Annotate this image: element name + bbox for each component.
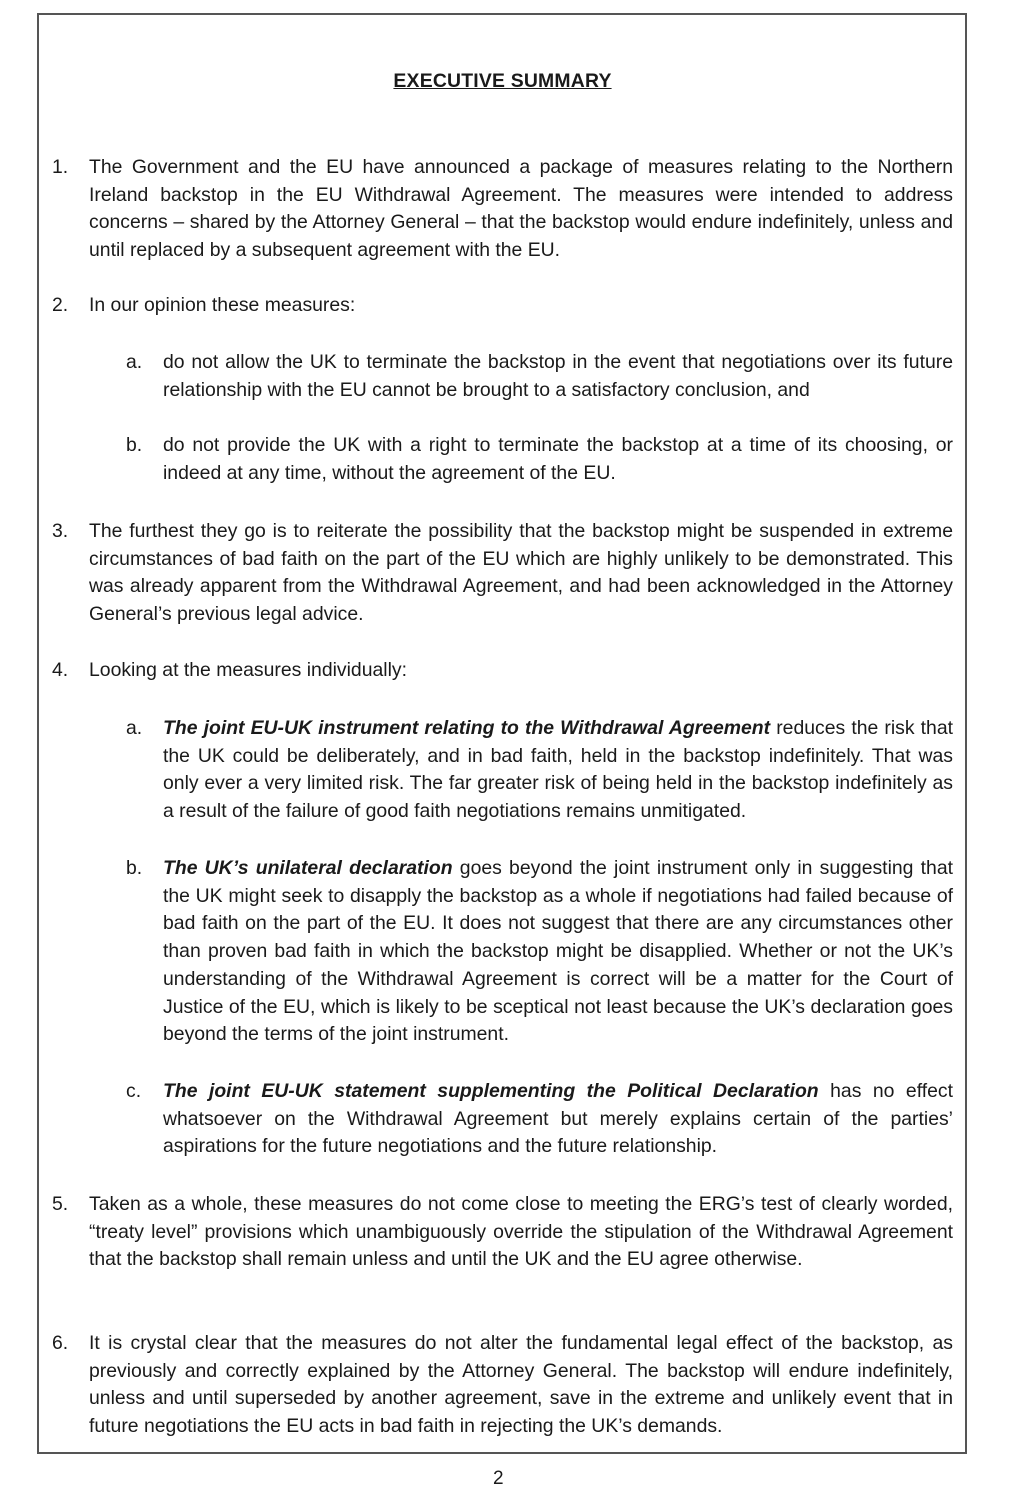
subitem-4a	[126, 715, 953, 826]
paragraph-3	[52, 518, 953, 629]
paragraph-1	[52, 154, 953, 265]
subitem-text: do not allow the UK to terminate the backstop in the event that negotiations over its future relationship with the EU cannot be brought to a satisfactory conclusion, and	[163, 351, 953, 401]
subitem-4b	[126, 855, 953, 1049]
paragraph-2	[52, 292, 953, 320]
paragraph-text: In our opinion these measures:	[89, 294, 356, 316]
document-title: EXECUTIVE SUMMARY	[393, 70, 612, 92]
subitem-4c	[126, 1078, 953, 1161]
paragraph-6	[52, 1330, 953, 1441]
paragraph-number: 5.	[52, 1193, 69, 1215]
paragraph-text: It is crystal clear that the measures do not alter the fundamental legal effect of the backstop, as previously and correctly explained by the Attorney General. The backstop will endure indefinitely, unless and until superseded by another agreement, save in the extreme and unlikely event that in future negotiations the EU acts in bad faith in rejecting the UK’s demands.	[89, 1332, 953, 1438]
subitem-letter: a.	[126, 717, 143, 739]
subitem-2b	[126, 432, 953, 487]
subitem-body: has no effect whatsoever on the Withdrawal Agreement but merely explains certain of the parties’ aspirations for the future negotiations and the future relationship.	[163, 1080, 953, 1158]
subitem-text: do not provide the UK with a right to terminate the backstop at a time of its choosing, or indeed at any time, without the agreement of the EU.	[163, 434, 953, 484]
paragraph-text: Taken as a whole, these measures do not come close to meeting the ERG’s test of clearly worded, “treaty level” provisions which unambiguously override the stipulation of the Withdrawal Agreement that the backstop shall remain unless and until the UK and the EU agree otherwise.	[89, 1193, 953, 1271]
subitem-letter: c.	[126, 1080, 142, 1102]
subitem-body: goes beyond the joint instrument only in suggesting that the UK might seek to disapply the backstop as a whole if negotiations had failed because of bad faith on the part of the EU. It does not suggest that there are any circumstances other than proven bad faith in which the backstop might be disapplied. Whether or not the UK’s understanding of the Withdrawal Agreement is correct will be a matter for the Court of Justice of the EU, which is likely to be sceptical not least because the UK’s declaration goes beyond the terms of the joint instrument.	[163, 857, 953, 1046]
subitem-text	[163, 1078, 953, 1161]
subitem-2a	[126, 349, 953, 404]
subitem-body: reduces the risk that the UK could be deliberately, and in bad faith, held in the backstop indefinitely. That was only ever a very limited risk. The far greater risk of being held in the backstop indefinitely as a result of the failure of good faith negotiations remains unmitigated.	[163, 717, 953, 823]
paragraph-5	[52, 1191, 953, 1274]
paragraph-number: 1.	[52, 156, 69, 178]
subitem-letter: b.	[126, 434, 143, 456]
paragraph-number: 4.	[52, 659, 69, 681]
subitem-text	[163, 715, 953, 826]
subitem-letter: a.	[126, 351, 143, 373]
paragraph-number: 6.	[52, 1332, 69, 1354]
subitem-text	[163, 855, 953, 1049]
subitem-emphasis: The UK’s unilateral declaration	[163, 857, 453, 879]
paragraph-text: The Government and the EU have announced a package of measures relating to the Northern Ireland backstop in the EU Withdrawal Agreement. The measures were intended to address concerns – shared by the Attorney General – that the backstop would endure indefinitely, unless and until replaced by a subsequent agreement with the EU.	[89, 156, 953, 262]
subitem-emphasis: The joint EU-UK statement supplementing the Political Declaration	[163, 1080, 819, 1102]
paragraph-4	[52, 657, 953, 685]
paragraph-number: 2.	[52, 294, 69, 316]
page-number: 2	[493, 1468, 504, 1489]
paragraph-text: Looking at the measures individually:	[89, 659, 407, 681]
paragraph-number: 3.	[52, 520, 69, 542]
subitem-emphasis: The joint EU-UK instrument relating to the Withdrawal Agreement	[163, 717, 771, 739]
subitem-letter: b.	[126, 857, 143, 879]
paragraph-text: The furthest they go is to reiterate the possibility that the backstop might be suspended in extreme circumstances of bad faith on the part of the EU which are highly unlikely to be demonstrated. This was already apparent from the Withdrawal Agreement, and had been acknowledged in the Attorney General’s previous legal advice.	[89, 520, 953, 626]
